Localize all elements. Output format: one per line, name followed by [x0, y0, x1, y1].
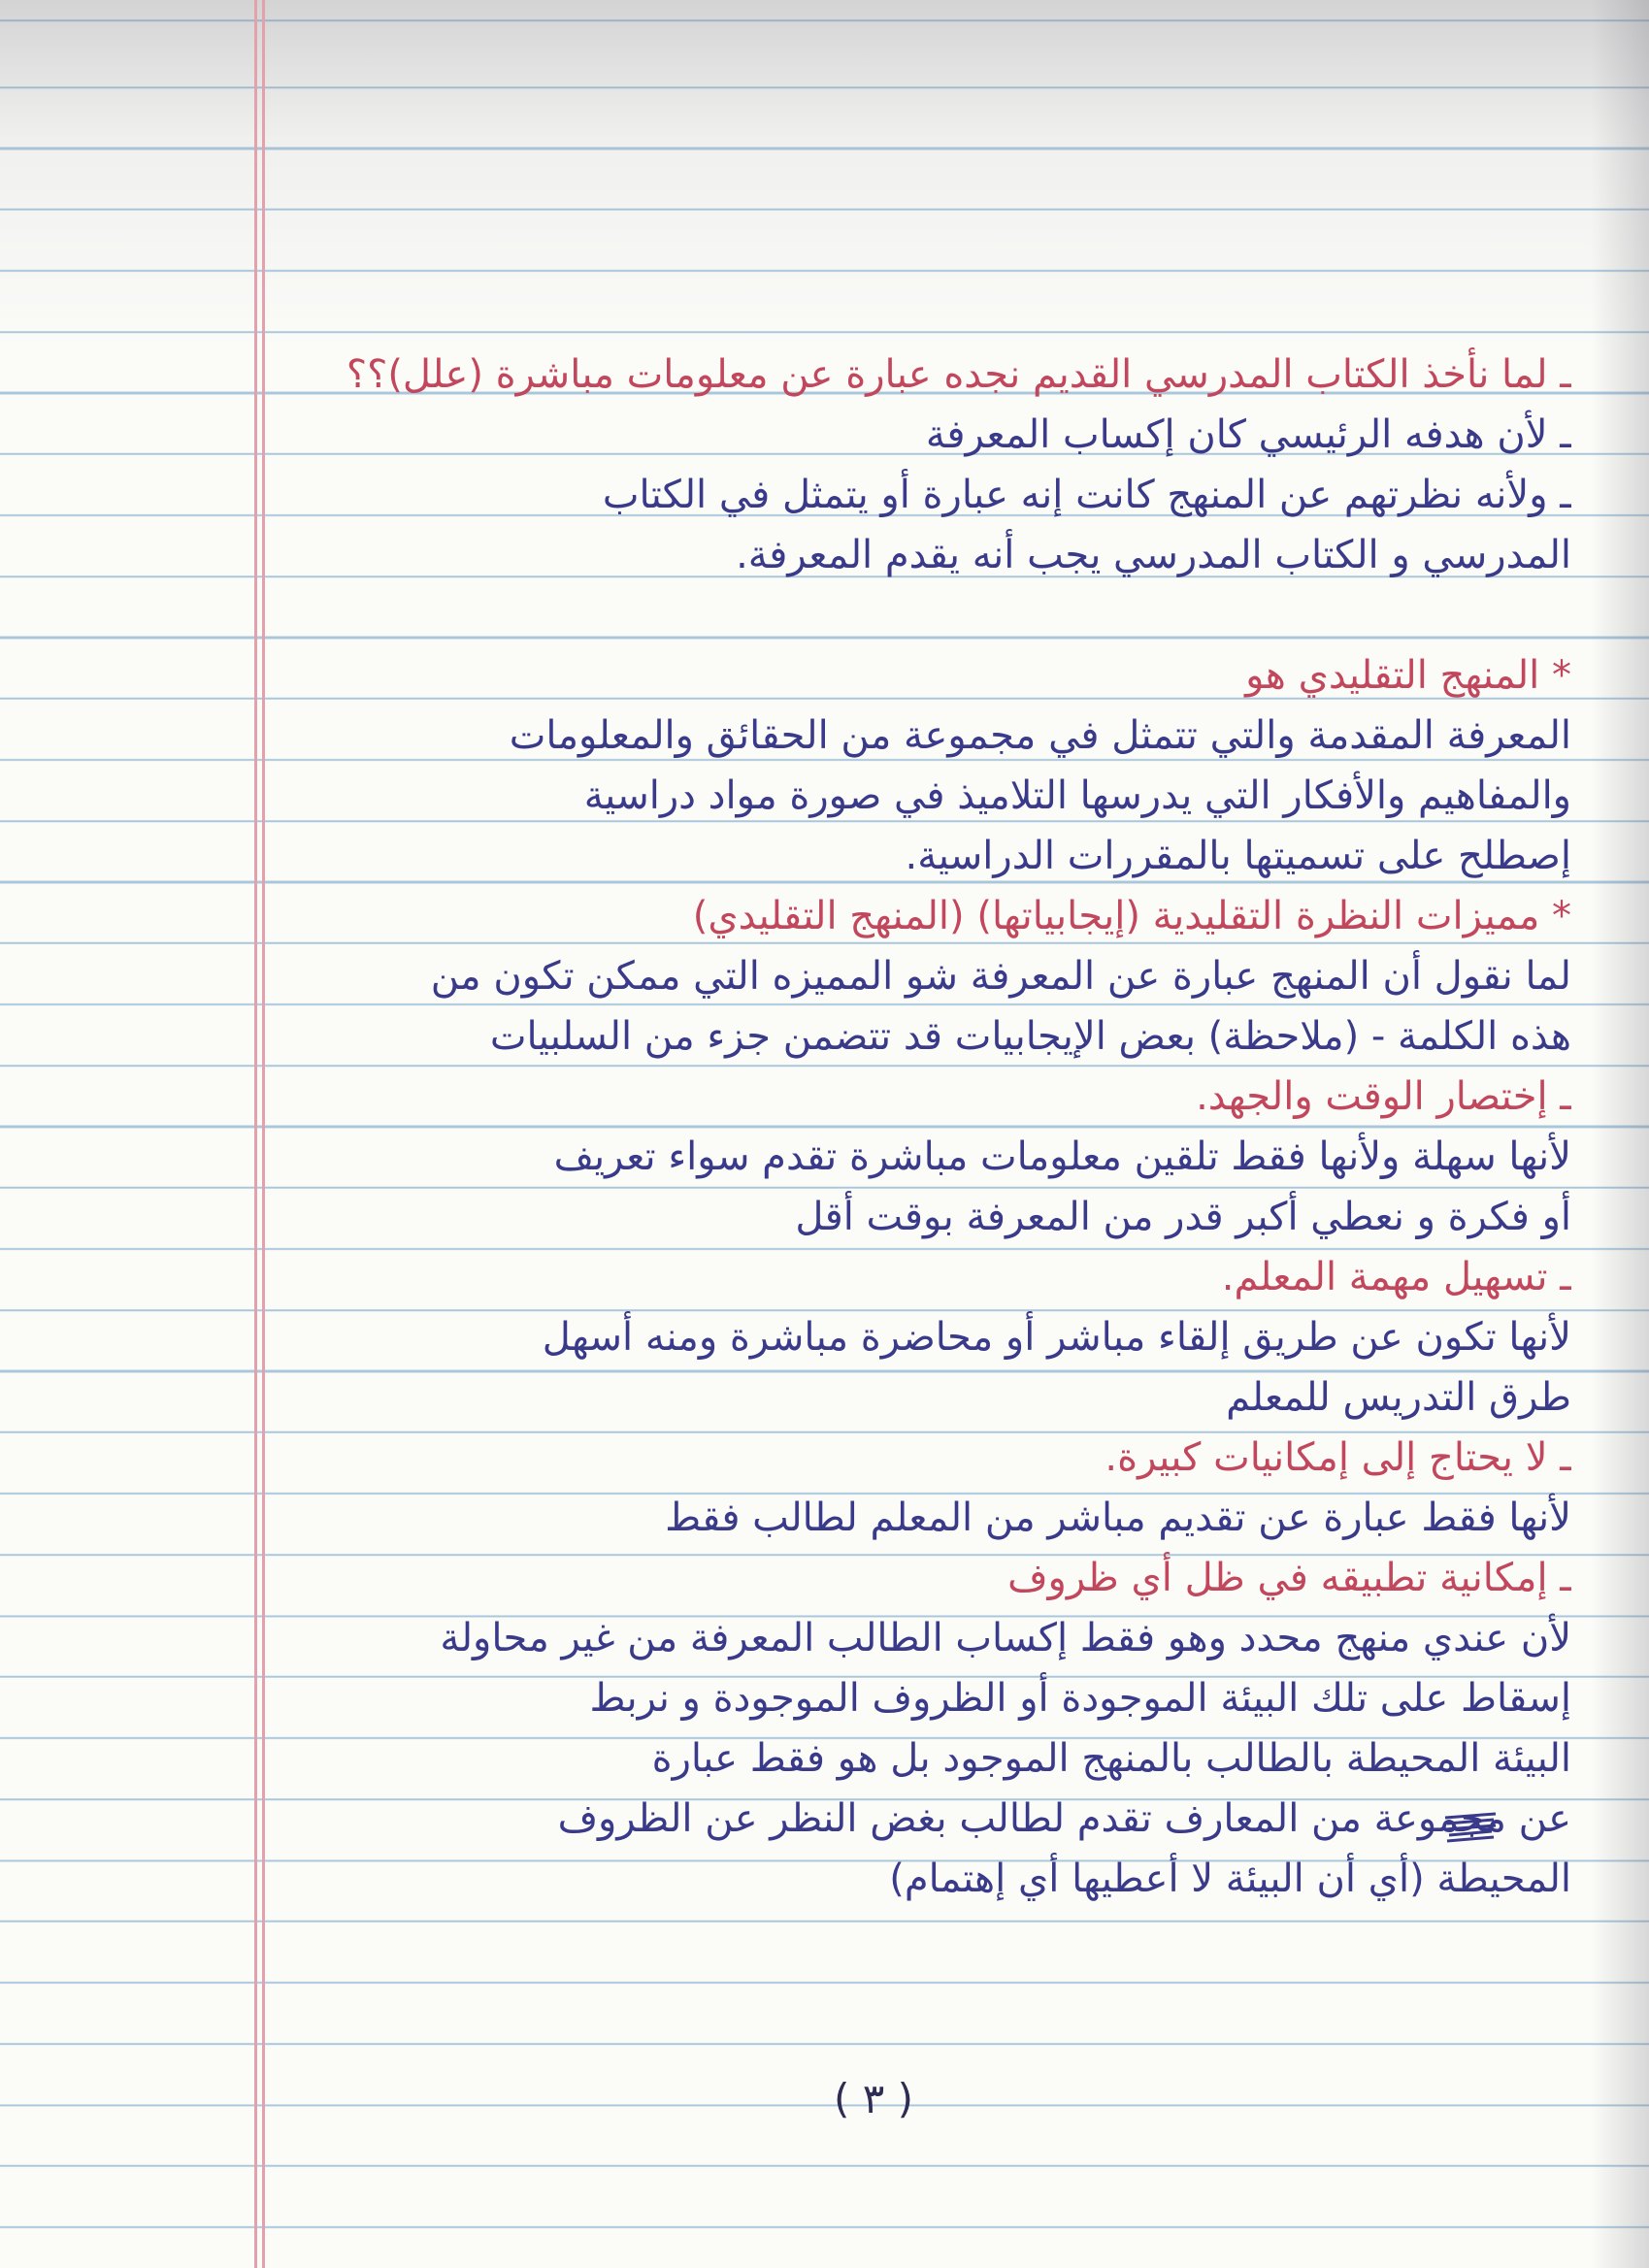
page-number: ( ٣ )	[833, 2075, 914, 2122]
scribble-mark	[1441, 1810, 1500, 1845]
text-line: لأن عندي منهج محدد وهو فقط إكساب الطالب المعرفة من غير محاولة	[440, 1616, 1571, 1660]
text-line: عن مجموعة من المعارف تقدم لطالب بغض النظر عن الظروف	[557, 1796, 1571, 1841]
text-line: والمفاهيم والأفكار التي يدرسها التلاميذ في صورة مواد دراسية	[583, 773, 1571, 818]
point-heading: ـ إختصار الوقت والجهد.	[1196, 1074, 1571, 1119]
handwritten-notes	[165, 345, 1571, 1909]
page-shadow-right	[1591, 0, 1649, 2268]
text-line: لأنها تكون عن طريق إلقاء مباشر أو محاضرة مباشرة ومنه أسهل	[542, 1315, 1571, 1360]
text-line: المدرسي و الكتاب المدرسي يجب أنه يقدم المعرفة.	[736, 533, 1571, 577]
text-line: ـ لأن هدفه الرئيسي كان إكساب المعرفة	[925, 412, 1571, 457]
text-line: لأنها فقط عبارة عن تقديم مباشر من المعلم لطالب فقط	[665, 1496, 1571, 1540]
point-heading: ـ إمكانية تطبيقه في ظل أي ظروف	[1007, 1556, 1571, 1600]
point-heading: ـ لا يحتاج إلى إمكانيات كبيرة.	[1105, 1435, 1571, 1480]
section-heading: * المنهج التقليدي هو	[1245, 653, 1571, 698]
blank-line	[165, 585, 1571, 645]
section-heading: * مميزات النظرة التقليدية (إيجابياتها) (المنهج التقليدي)	[692, 894, 1571, 938]
question-heading: ـ لما نأخذ الكتاب المدرسي القديم نجده عبارة عن معلومات مباشرة (علل)؟؟	[346, 352, 1571, 397]
text-line: أو فكرة و نعطي أكبر قدر من المعرفة بوقت أقل	[795, 1195, 1571, 1239]
text-line: لأنها سهلة ولأنها فقط تلقين معلومات مباشرة تقدم سواء تعريف	[553, 1134, 1571, 1179]
text-line: هذه الكلمة - (ملاحظة) بعض الإيجابيات قد تتضمن جزء من السلبيات	[489, 1014, 1571, 1059]
text-line: ـ ولأنه نظرتهم عن المنهج كانت إنه عبارة أو يتمثل في الكتاب	[602, 473, 1571, 517]
text-line: المحيطة (أي أن البيئة لا أعطيها أي إهتمام)	[889, 1857, 1571, 1901]
text-line: البيئة المحيطة بالطالب بالمنهج الموجود بل هو فقط عبارة	[651, 1736, 1571, 1781]
text-line: طرق التدريس للمعلم	[1226, 1375, 1571, 1420]
text-line: المعرفة المقدمة والتي تتمثل في مجموعة من الحقائق والمعلومات	[509, 713, 1571, 758]
text-line: إسقاط على تلك البيئة الموجودة أو الظروف الموجودة و نربط	[589, 1676, 1571, 1721]
text-line: لما نقول أن المنهج عبارة عن المعرفة شو المميزه التي ممكن تكون من	[430, 954, 1571, 999]
page-shadow-top	[0, 0, 1649, 349]
text-line: إصطلح على تسميتها بالمقررات الدراسية.	[905, 834, 1571, 878]
point-heading: ـ تسهيل مهمة المعلم.	[1221, 1255, 1571, 1299]
